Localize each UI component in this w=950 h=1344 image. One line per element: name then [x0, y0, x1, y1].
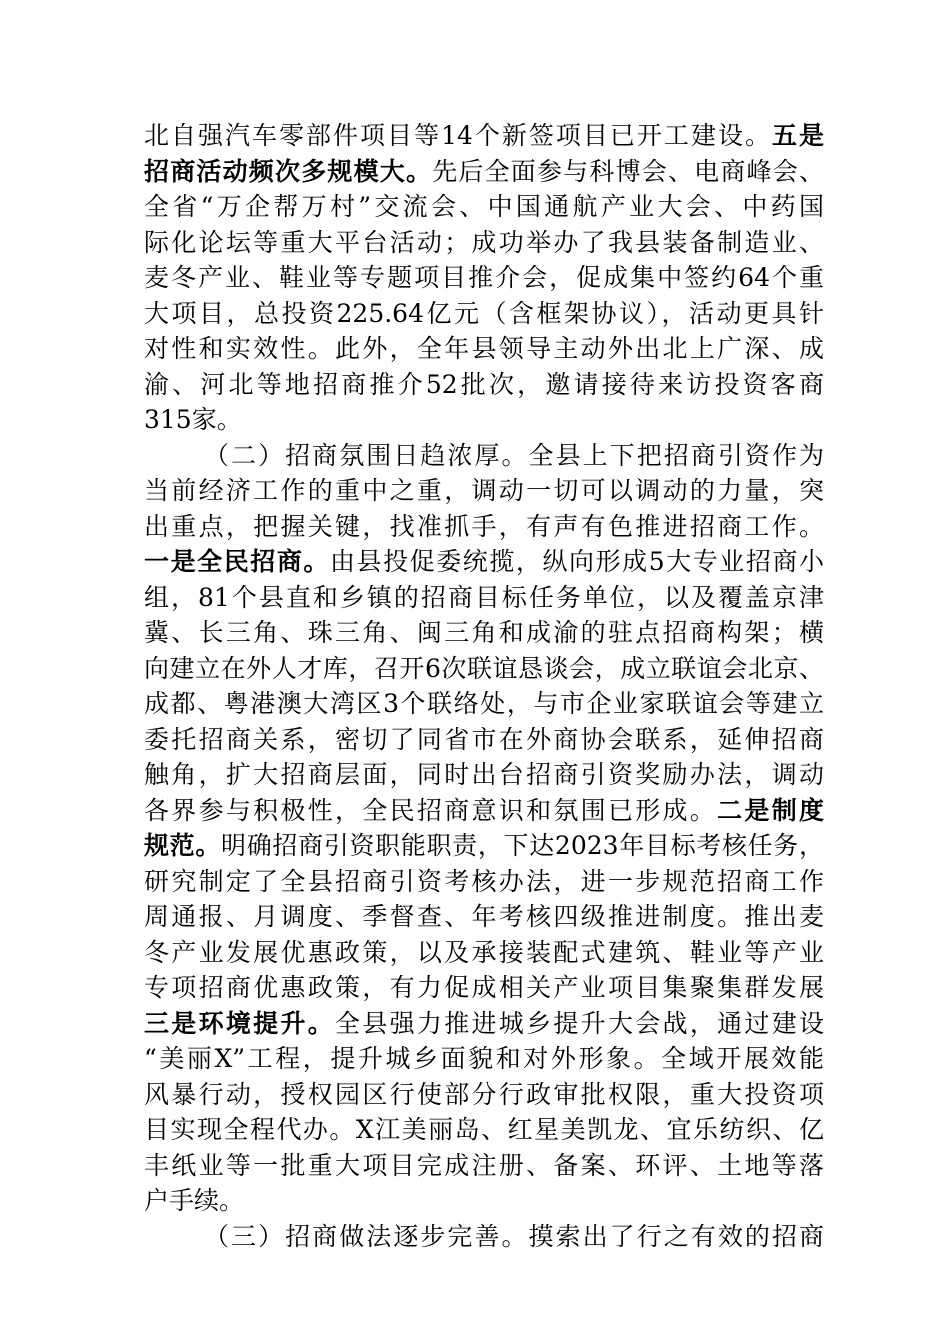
body-text: 由县投促委统揽，纵向形成5大专业招商小 [329, 547, 824, 576]
text-line [144, 367, 824, 403]
body-text: 际化论坛等重大平台活动；成功举办了我县装备制造业、 [144, 227, 824, 257]
text-line [144, 331, 824, 367]
bold-heading-text: 招商活动频次多规模大。 [144, 156, 433, 186]
body-text: 风暴行动，授权园区行使部分行政审批权限，重大投资项 [144, 1079, 824, 1109]
body-text: 专项招商优惠政策，有力促成相关产业项目集聚集群发展 [144, 973, 824, 1002]
text-line [144, 899, 824, 935]
text-line [144, 1183, 824, 1219]
body-text: 冬产业发展优惠政策，以及承接装配式建筑、鞋业等产业 [144, 937, 824, 967]
text-line [144, 473, 824, 509]
body-text: 冀、长三角、珠三角、闽三角和成渝的驻点招商构架；横 [144, 618, 824, 647]
body-text: 明确招商引资职能职责，下达2023年目标考核任务， [221, 831, 824, 860]
text-line [144, 118, 824, 154]
text-line [144, 1006, 824, 1042]
bold-heading-text: 三是环境提升。 [144, 1008, 336, 1038]
body-text: 315家。 [144, 405, 242, 434]
body-text: 各界参与积极性，全民招商意识和氛围已形成。 [144, 795, 718, 825]
text-line [144, 1041, 824, 1077]
text-line [144, 757, 824, 793]
text-line [144, 402, 824, 438]
text-line [144, 935, 824, 971]
body-text: （三）招商做法逐步完善。摸索出了行之有效的招商 [204, 1221, 824, 1251]
text-line [144, 509, 824, 545]
text-line [144, 154, 824, 190]
body-text: 大项目，总投资225.64亿元（含框架协议），活动更具针 [144, 298, 824, 328]
body-text: 全县强力推进城乡提升大会战，通过建设 [335, 1008, 824, 1038]
text-line [144, 1112, 824, 1148]
text-line [144, 544, 824, 580]
body-text: 户手续。 [144, 1186, 245, 1215]
body-text: 先后全面参与科博会、电商峰会、 [432, 156, 824, 186]
body-text: 成都、粤港澳大湾区3个联络处，与市企业家联谊会等建立 [144, 689, 824, 718]
body-text: 全省“万企帮万村”交流会、中国通航产业大会、中药国 [144, 192, 824, 221]
text-line [144, 580, 824, 616]
bold-heading-text: 一是全民招商。 [144, 547, 330, 576]
body-text: 丰纸业等一批重大项目完成注册、备案、环评、土地等落 [144, 1150, 824, 1180]
text-line [144, 296, 824, 332]
body-text: 目实现全程代办。X江美丽岛、红星美凯龙、宜乐纺织、亿 [144, 1115, 824, 1144]
body-text: 委托招商关系，密切了同省市在外商协会联系，延伸招商 [144, 724, 824, 754]
body-text: 出重点，把握关键，找准抓手，有声有色推进招商工作。 [144, 511, 824, 541]
body-text: 向建立在外人才库，召开6次联谊恳谈会，成立联谊会北京、 [144, 653, 824, 683]
text-line [144, 651, 824, 687]
body-text: 麦冬产业、鞋业等专题项目推介会，促成集中签约64个重 [144, 263, 824, 292]
body-text: 研究制定了全县招商引资考核办法，进一步规范招商工作 [144, 866, 824, 896]
bold-heading-text: 二是制度 [717, 795, 824, 825]
body-text: 周通报、月调度、季督查、年考核四级推进制度。推出麦 [144, 902, 824, 931]
text-line [144, 1148, 824, 1184]
text-line [144, 970, 824, 1006]
text-line [144, 1077, 824, 1113]
body-text: 组，81个县直和乡镇的招商目标任务单位，以及覆盖京津 [144, 582, 824, 612]
body-text: 对性和实效性。此外，全年县领导主动外出北上广深、成 [144, 334, 824, 363]
text-line [144, 793, 824, 829]
text-line [144, 686, 824, 722]
text-line [144, 225, 824, 261]
text-line [204, 438, 824, 474]
body-text: 北自强汽车零部件项目等14个新签项目已开工建设。 [144, 121, 772, 150]
text-line [144, 260, 824, 296]
text-line [204, 1219, 824, 1255]
body-text: 当前经济工作的重中之重，调动一切可以调动的力量，突 [144, 476, 824, 505]
text-line [144, 615, 824, 651]
body-text: 触角，扩大招商层面，同时出台招商引资奖励办法，调动 [144, 760, 824, 789]
text-line [144, 189, 824, 225]
bold-heading-text: 规范。 [144, 831, 222, 860]
text-line [144, 864, 824, 900]
body-text: “美丽X”工程，提升城乡面貌和对外形象。全域开展效能 [144, 1044, 824, 1073]
body-text: 渝、河北等地招商推介52批次，邀请接待来访投资客商 [144, 369, 824, 399]
bold-heading-text: 五是 [771, 121, 824, 150]
body-text: （二）招商氛围日趋浓厚。全县上下把招商引资作为 [204, 440, 824, 470]
text-line [144, 722, 824, 758]
text-line [144, 828, 824, 864]
